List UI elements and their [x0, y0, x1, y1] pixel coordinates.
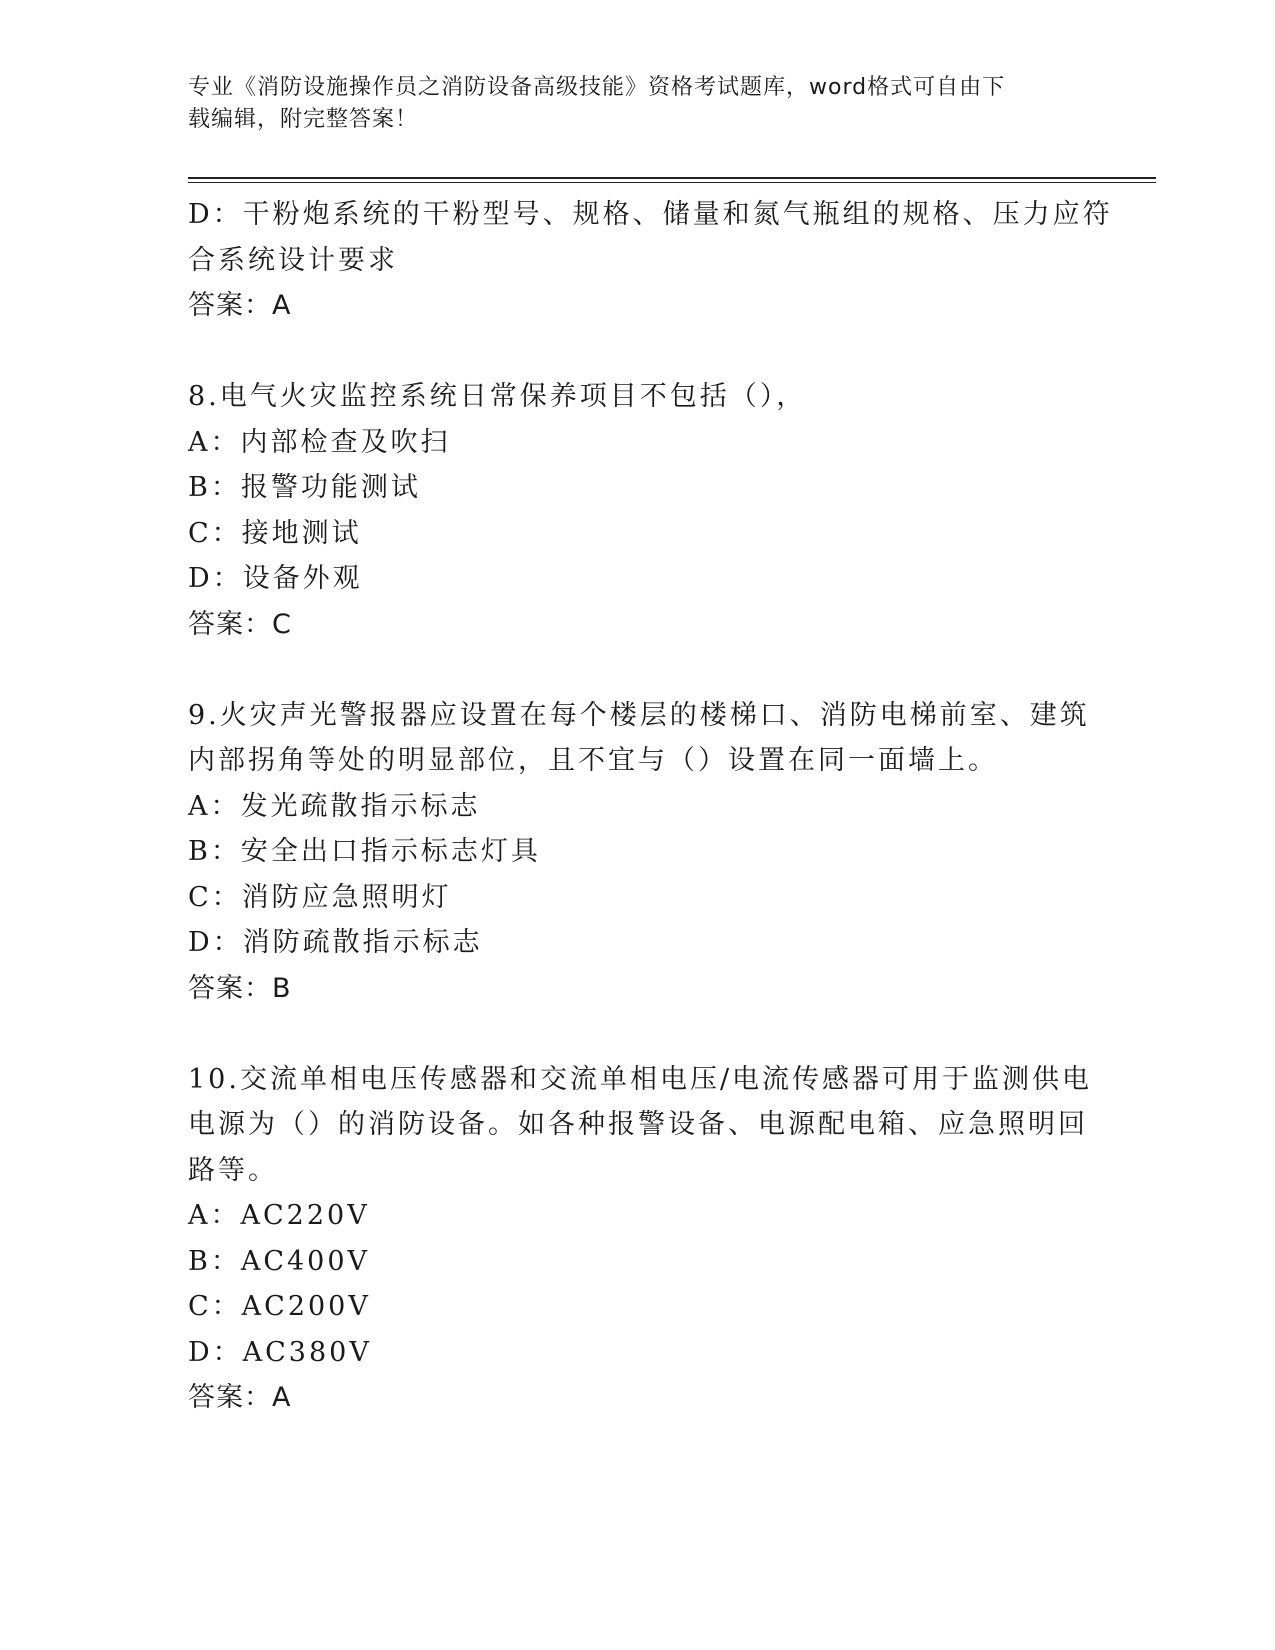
question-stem-continued: 路等。	[188, 1154, 278, 1186]
option-a: A：发光疏散指示标志	[188, 790, 481, 822]
question-stem: 10.交流单相电压传感器和交流单相电压/电流传感器可用于监测供电	[188, 1063, 1093, 1095]
question-stem-continued: 内部拐角等处的明显部位，且不宜与（）设置在同一面墙上。	[188, 745, 998, 776]
question-7	[188, 192, 1113, 329]
header-divider-thin	[188, 182, 1156, 183]
question-9	[188, 693, 1088, 1012]
option-b: B：报警功能测试	[188, 472, 421, 503]
spacer	[188, 647, 1088, 693]
question-8	[188, 374, 1088, 647]
option-d: D：设备外观	[188, 563, 363, 594]
question-stem: 8.电气火灾监控系统日常保养项目不包括（），	[188, 381, 807, 412]
option-a: A：AC220V	[188, 1200, 370, 1231]
header-line-1: 专业《消防设施操作员之消防设备高级技能》资格考试题库，word格式可自由下	[188, 75, 1006, 100]
option-b: B：安全出口指示标志灯具	[188, 836, 541, 867]
option-d: D：干粉炮系统的干粉型号、规格、储量和氮气瓶组的规格、压力应符	[188, 199, 1113, 230]
header-divider-thick	[188, 177, 1156, 179]
option-d-continued: 合系统设计要求	[188, 244, 398, 276]
option-c: C：AC200V	[188, 1291, 371, 1322]
option-b: B：AC400V	[188, 1245, 371, 1277]
option-d: D：消防疏散指示标志	[188, 927, 483, 958]
answer: 答案：B	[188, 972, 292, 1004]
question-stem: 9.火灾声光警报器应设置在每个楼层的楼梯口、消防电梯前室、建筑	[188, 699, 1090, 731]
document-header	[188, 72, 1088, 136]
spacer	[188, 329, 1088, 375]
answer: 答案：A	[188, 1382, 292, 1413]
question-list	[188, 192, 1113, 1421]
option-a: A：内部检查及吹扫	[188, 426, 451, 458]
answer: 答案：C	[188, 608, 292, 640]
spacer	[188, 1011, 1088, 1057]
option-c: C：接地测试	[188, 517, 362, 549]
option-d: D：AC380V	[188, 1336, 372, 1368]
option-c: C：消防应急照明灯	[188, 881, 452, 913]
header-line-2: 载编辑，附完整答案！	[188, 107, 419, 132]
question-10	[188, 1057, 1093, 1421]
question-stem-continued: 电源为（）的消防设备。如各种报警设备、电源配电箱、应急照明回	[188, 1109, 1088, 1140]
answer: 答案：A	[188, 290, 292, 321]
